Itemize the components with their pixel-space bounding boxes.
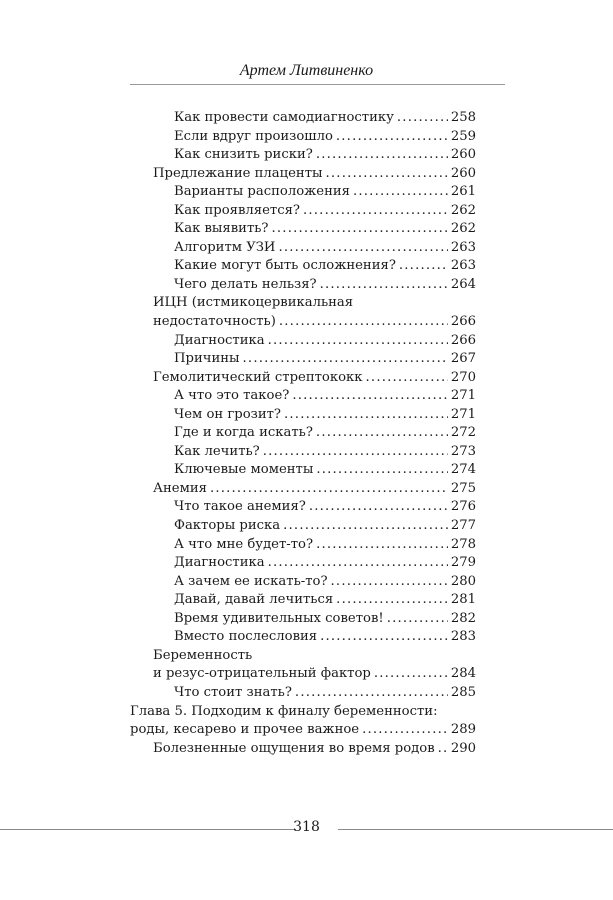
toc-entry-title: Факторы риска xyxy=(174,518,281,534)
toc-entry-page: 262 xyxy=(450,221,476,237)
toc-entry-title: Как выявить? xyxy=(174,221,269,237)
dot-leader xyxy=(316,424,448,443)
toc-entry-page: 263 xyxy=(450,258,476,274)
dot-leader xyxy=(279,313,448,332)
dot-leader xyxy=(316,146,448,165)
toc-entry-title: А что это такое? xyxy=(174,388,290,404)
toc-entry xyxy=(130,480,476,499)
dot-leader xyxy=(397,109,448,128)
toc-entry-title: Глава 5. Подходим к финалу беременности: xyxy=(130,703,438,719)
toc-entry-page: 270 xyxy=(450,369,476,385)
toc-entry-title: Варианты расположения xyxy=(174,184,350,200)
toc-entry xyxy=(130,610,476,629)
toc-entry-title: и резус-отрицательный фактор xyxy=(153,666,371,682)
header-rule xyxy=(130,84,505,85)
toc-entry-page: 285 xyxy=(450,684,476,700)
toc-entry-title: Причины xyxy=(174,351,240,367)
dot-leader xyxy=(316,461,447,480)
dot-leader xyxy=(438,740,448,759)
dot-leader xyxy=(268,554,448,573)
toc-entry-page: 289 xyxy=(450,722,476,738)
toc-entry-page: 276 xyxy=(450,499,476,515)
dot-leader xyxy=(374,665,448,684)
toc-entry-title: Анемия xyxy=(153,480,207,496)
toc-entry-title: Где и когда искать? xyxy=(174,425,313,441)
toc-entry-title: Чем он грозит? xyxy=(174,406,282,422)
toc-entry xyxy=(130,332,476,351)
toc-entry-title: Гемолитический стрептококк xyxy=(153,369,363,385)
dot-leader xyxy=(272,220,448,239)
toc-entry-page: 266 xyxy=(450,332,476,348)
toc-entry-title: Давай, давай лечиться xyxy=(174,592,334,608)
toc-entry xyxy=(130,220,476,239)
toc-entry-title: Как лечить? xyxy=(174,443,260,459)
toc-entry xyxy=(130,517,476,536)
toc-entry xyxy=(130,461,476,480)
toc-entry xyxy=(130,128,476,147)
toc-entry-page: 284 xyxy=(450,666,476,682)
toc-entry xyxy=(130,276,476,295)
toc-entry xyxy=(130,294,476,313)
dot-leader xyxy=(278,239,447,258)
dot-leader xyxy=(387,610,448,629)
toc-entry xyxy=(130,369,476,388)
toc-entry-title: Чего делать нельзя? xyxy=(174,276,317,292)
toc-entry xyxy=(130,740,476,759)
toc-entry-page: 258 xyxy=(450,110,476,125)
toc-entry xyxy=(130,628,476,647)
toc-entry xyxy=(130,647,476,666)
toc-entry-page: 281 xyxy=(450,592,476,608)
toc-entry xyxy=(130,573,476,592)
dot-leader xyxy=(326,165,448,184)
toc-entry xyxy=(130,591,476,610)
toc-entry-title: Как проявляется? xyxy=(174,202,300,218)
dot-leader xyxy=(366,369,448,388)
toc-entry-page: 282 xyxy=(450,610,476,626)
toc-entry-page: 261 xyxy=(450,184,476,200)
toc-entry-page: 280 xyxy=(450,573,476,589)
toc-entry-title: Беременность xyxy=(153,647,253,663)
toc-entry-page: 260 xyxy=(450,147,476,163)
toc-entry xyxy=(130,498,476,517)
toc-entry xyxy=(130,165,476,184)
toc-entry-page: 267 xyxy=(450,351,476,367)
toc-entry-page: 277 xyxy=(450,518,476,534)
dot-leader xyxy=(263,443,448,462)
toc-entry xyxy=(130,536,476,555)
dot-leader xyxy=(362,721,448,740)
toc-entry-title: ИЦН (истмикоцервикальная xyxy=(153,295,354,311)
page-number: 318 xyxy=(293,819,320,835)
toc-entry-title: Если вдруг произошло xyxy=(174,128,333,144)
dot-leader xyxy=(320,628,448,647)
toc-entry xyxy=(130,257,476,276)
toc-entry-page: 263 xyxy=(450,239,476,255)
toc-entry xyxy=(130,239,476,258)
footer-rule-right xyxy=(338,829,613,830)
toc-entry-page: 262 xyxy=(450,202,476,218)
toc-entry xyxy=(130,684,476,703)
toc-entry-title: роды, кесарево и прочее важное xyxy=(130,722,360,738)
toc-entry-title: Время удивительных советов! xyxy=(174,610,384,626)
toc-entry-title: недостаточность) xyxy=(153,314,276,330)
toc-entry-title: Какие могут быть осложнения? xyxy=(174,258,396,274)
dot-leader xyxy=(309,498,448,517)
toc-entry xyxy=(130,109,476,128)
toc-entry-page: 274 xyxy=(450,462,476,478)
toc-entry-title: Что стоит знать? xyxy=(174,684,292,700)
toc-entry-title: Алгоритм УЗИ xyxy=(174,239,276,255)
toc-entry-page: 273 xyxy=(450,443,476,459)
toc-entry-title: А зачем ее искать-то? xyxy=(174,573,328,589)
toc-entry-title: Предлежание плаценты xyxy=(153,165,323,181)
dot-leader xyxy=(295,684,448,703)
dot-leader xyxy=(243,350,448,369)
toc-entry-page: 279 xyxy=(450,555,476,571)
toc-entry xyxy=(130,387,476,406)
dot-leader xyxy=(316,536,448,555)
dot-leader xyxy=(353,183,448,202)
dot-leader xyxy=(292,387,447,406)
running-header-author: Артем Литвиненко xyxy=(239,62,374,79)
dot-leader xyxy=(331,573,448,592)
toc-entry-page: 275 xyxy=(450,480,476,496)
dot-leader xyxy=(336,591,448,610)
toc-entry-page: 260 xyxy=(450,165,476,181)
toc-entry-page: 290 xyxy=(450,740,476,756)
toc-entry xyxy=(130,721,476,740)
dot-leader xyxy=(399,257,448,276)
toc-entry-title: Ключевые моменты xyxy=(174,462,314,478)
toc-entry-title: Как снизить риски? xyxy=(174,147,313,163)
toc-entry-title: Диагностика xyxy=(174,555,265,571)
toc-entry-title: Что такое анемия? xyxy=(174,499,306,515)
dot-leader xyxy=(268,332,448,351)
toc-entry-title: А что мне будет-то? xyxy=(174,536,314,552)
toc-entry-page: 259 xyxy=(450,128,476,144)
dot-leader xyxy=(320,276,448,295)
toc-entry xyxy=(130,665,476,684)
table-of-contents xyxy=(130,109,476,758)
toc-entry-page: 266 xyxy=(450,314,476,330)
toc-entry-page: 271 xyxy=(450,388,476,404)
dot-leader xyxy=(283,517,448,536)
dot-leader xyxy=(284,406,448,425)
dot-leader xyxy=(303,202,448,221)
toc-entry xyxy=(130,313,476,332)
toc-entry-page: 283 xyxy=(450,629,476,645)
toc-entry-page: 278 xyxy=(450,536,476,552)
dot-leader xyxy=(336,128,448,147)
toc-entry xyxy=(130,202,476,221)
toc-entry-title: Вместо послесловия xyxy=(174,629,318,645)
toc-entry xyxy=(130,146,476,165)
toc-entry xyxy=(130,554,476,573)
toc-entry-title: Диагностика xyxy=(174,332,265,348)
toc-entry xyxy=(130,703,476,722)
toc-entry-title: Болезненные ощущения во время родов xyxy=(153,740,435,756)
toc-entry-title: Как провести самодиагностику xyxy=(174,110,394,125)
toc-entry-page: 264 xyxy=(450,276,476,292)
toc-entry xyxy=(130,406,476,425)
toc-entry xyxy=(130,424,476,443)
toc-entry xyxy=(130,183,476,202)
dot-leader xyxy=(210,480,448,499)
toc-entry-page: 272 xyxy=(450,425,476,441)
toc-entry xyxy=(130,350,476,369)
toc-entry-page: 271 xyxy=(450,406,476,422)
toc-entry xyxy=(130,443,476,462)
